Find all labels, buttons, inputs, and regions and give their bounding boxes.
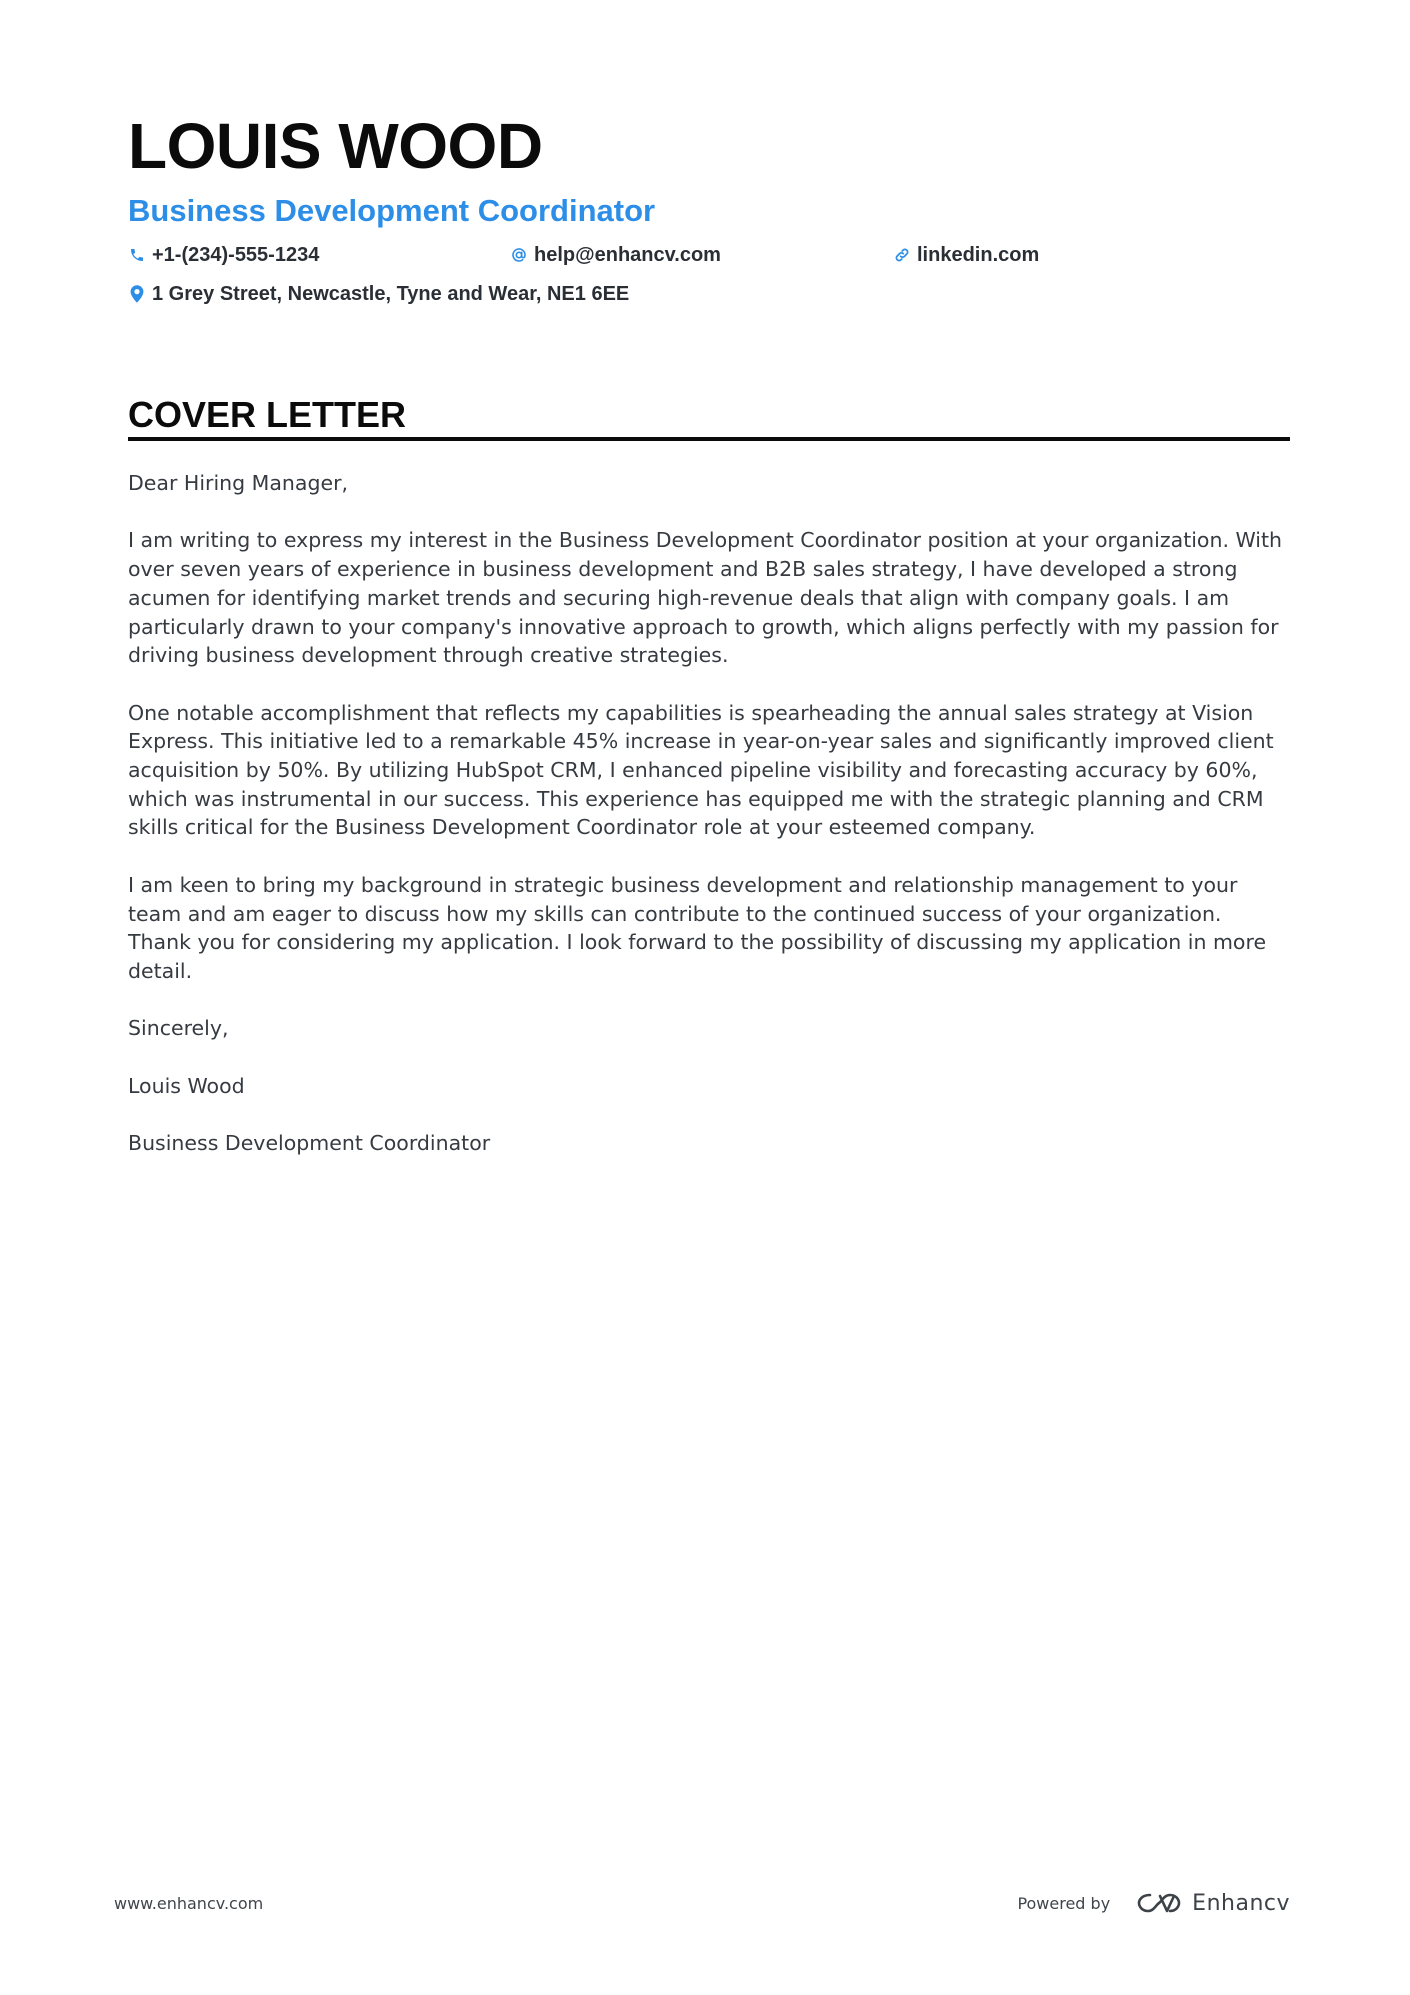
phone-text: +1-(234)-555-1234 — [152, 243, 320, 266]
footer-website[interactable]: www.enhancv.com — [114, 1894, 264, 1913]
letter-greeting: Dear Hiring Manager, — [128, 471, 349, 495]
contact-linkedin[interactable] — [893, 241, 1039, 269]
letter-paragraph: I am writing to express my interest in the Business Development Coordinator position at your organization. With over seven years of experience in business development and B2B sales strategy, I have developed a strong acumen for identifying market trends and securing high-revenue deals that align with company goals. I am particularly drawn to your company's innovative approach to growth, which aligns perfectly with my passion for driving business development through creative strategies. — [128, 528, 1283, 668]
contact-row-address — [128, 280, 1290, 308]
at-sign-icon — [510, 246, 528, 264]
powered-by-text: Powered by — [1017, 1893, 1111, 1913]
contact-address — [128, 280, 629, 308]
location-pin-icon — [128, 285, 146, 303]
letter-closing: Sincerely, — [128, 1016, 229, 1041]
linkedin-text: linkedin.com — [917, 243, 1040, 266]
address-text: 1 Grey Street, Newcastle, Tyne and Wear, NE1 6EE — [152, 282, 630, 305]
email-text: help@enhancv.com — [534, 243, 721, 266]
contact-phone[interactable] — [128, 241, 319, 269]
letter-paragraph: I am keen to bring my background in strategic business development and relationship management to your team and am eager to discuss how my skills can contribute to the continued success of your organization. Thank you for considering my application. I look forward to the possibility of discussing my application in more detail. — [128, 872, 1267, 983]
phone-icon — [128, 246, 146, 264]
section-divider — [128, 437, 1290, 441]
enhancv-logo-icon — [1136, 1890, 1182, 1916]
letter-paragraph: One notable accomplishment that reflects my capabilities is spearheading the annual sales strategy at Vision Express. This initiative led to a remarkable 45% increase in year-on-year sales and significantly improved client acquisition by 50%. By utilizing HubSpot CRM, I enhanced pipeline visibility and forecasting accuracy by 60%, which was instrumental in our success. This experience has equipped me with the strategic planning and CRM skills critical for the Business Development Coordinator role at your esteemed company. — [128, 700, 1274, 840]
footer-powered-by[interactable] — [1017, 1886, 1290, 1920]
candidate-name: LOUIS WOOD — [128, 110, 543, 182]
letter-body — [128, 469, 1290, 1186]
signature-title: Business Development Coordinator — [128, 1131, 491, 1156]
job-title: Business Development Coordinator — [128, 193, 656, 228]
signature-name: Louis Wood — [128, 1073, 245, 1098]
section-heading-cover-letter: COVER LETTER — [128, 394, 407, 435]
contact-email[interactable] — [510, 241, 721, 269]
link-icon — [893, 246, 911, 264]
contact-row-primary — [128, 241, 1290, 269]
enhancv-brand-name: Enhancv — [1192, 1890, 1290, 1916]
